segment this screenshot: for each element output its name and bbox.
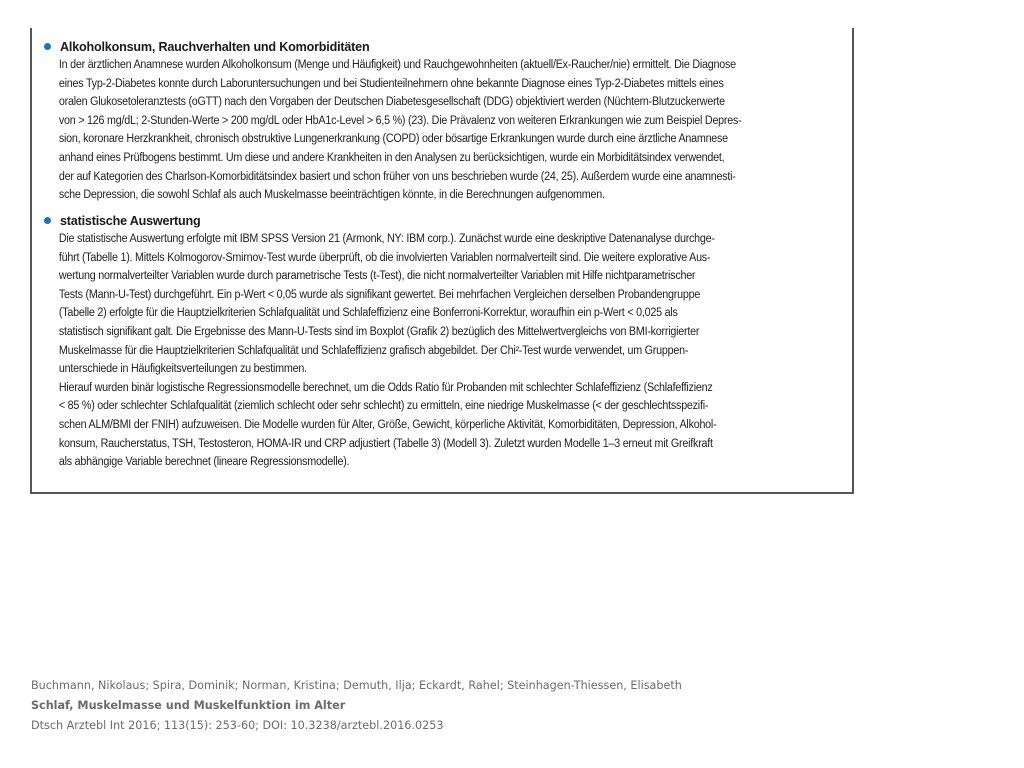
text-line: anhand eines Prüfbogens bestimmt. Um diese und andere Krankheiten in den Analysen zu berücksichtigen, wurde ein Morbiditätsindex verwendet,: [58, 151, 725, 164]
text-line: der auf Kategorien des Charlson-Komorbiditätsindex basiert und schon früher von uns beschrieben wurde (24, 25). Außerdem wurde eine anamnesti-: [58, 170, 736, 183]
section-heading: [44, 212, 844, 230]
text-line: Die statistische Auswertung erfolgte mit IBM SPSS Version 21 (Armonk, NY: IBM corp.). Zunächst wurde eine deskriptive Datenanalyse durchge-: [58, 233, 715, 245]
text-line: Muskelmasse für die Hauptzielkriterien Schlafqualität und Schlafeffizienz grafisch abgebildet. Der Chi²-Test wurde verwendet, um Gruppen-: [58, 344, 689, 357]
section-heading-text: statistische Auswertung: [60, 214, 201, 228]
text-line: Tests (Mann-U-Test) durchgeführt. Ein p-Wert < 0,05 wurde als signifikant gewertet. Bei mehrfachen Vergleichen derselben Probandengruppe: [58, 288, 701, 301]
section-heading-text: Alkoholkonsum, Rauchverhalten und Komorbiditäten: [60, 40, 370, 54]
citation-source: Dtsch Arztebl Int 2016; 113(15): 253-60; DOI: 10.3238/arztebl.2016.0253: [31, 719, 444, 732]
text-line: von > 126 mg/dL; 2-Stunden-Werte > 200 mg/dL oder HbA1c-Level > 6,5 %) (23). Die Prävalenz von weiteren Erkrankungen wie zum Beispiel Depres-: [58, 114, 742, 127]
text-line: wertung normalverteilter Variablen wurde durch parametrische Tests (t-Test), die nicht normalverteilter Variablen mit Hilfe nichtparametrischer: [58, 270, 696, 283]
text-line: als abhängige Variable berechnet (lineare Regressionsmodelle).: [58, 456, 350, 469]
bullet-icon: [44, 43, 51, 50]
text-line: < 85 %) oder schlechter Schlafqualität (ziemlich schlecht oder sehr schlecht) zu ermitteln, eine niedrige Muskelmasse (< der geschlechtsspezifi-: [58, 400, 709, 413]
text-line: Hierauf wurden binär logistische Regressionsmodelle berechnet, um die Odds Ratio für Probanden mit schlechter Schlafeffizienz (Schlafeffizienz: [58, 381, 713, 394]
citation-authors: Buchmann, Nikolaus; Spira, Dominik; Norman, Kristina; Demuth, Ilja; Eckardt, Rahel; Steinhagen-Thiessen, Elisabeth: [31, 679, 682, 692]
text-line: konsum, Raucherstatus, TSH, Testosteron, HOMA-IR und CRP adjustiert (Tabelle 3) (Modell 3). Zuletzt wurden Modelle 1–3 erneut mit Greifkraft: [58, 437, 713, 450]
section-statistical-analysis: [44, 212, 844, 472]
text-line: führt (Tabelle 1). Mittels Kolmogorov-Smirnov-Test wurde überprüft, ob die involvierten Variablen normalverteilt sind. Die weitere explorative Aus-: [58, 251, 711, 264]
section-alcohol-smoking-comorbidities: [44, 38, 844, 205]
section-heading: [44, 38, 844, 56]
article-text-box: [30, 28, 854, 494]
text-line: statistisch signifikant galt. Die Ergebnisse des Mann-U-Tests sind im Boxplot (Grafik 2) bezüglich des Mittelwertvergleichs von BMI-korrigierter: [58, 325, 700, 338]
text-line: In der ärztlichen Anamnese wurden Alkoholkonsum (Menge und Häufigkeit) und Rauchgewohnheiten (aktuell/Ex-Raucher/nie) ermittelt. Die Diagnose: [58, 59, 736, 71]
citation-title: Schlaf, Muskelmasse und Muskelfunktion im Alter: [31, 699, 346, 712]
section-body: [44, 230, 845, 472]
text-line: unterschiede in Häufigkeitsverteilungen zu bestimmen.: [58, 363, 307, 376]
bullet-icon: [44, 217, 51, 224]
citation-block: [31, 676, 711, 736]
text-line: sion, koronare Herzkrankheit, chronisch obstruktive Lungenerkrankung (COPD) oder bösartige Erkrankungen wurde durch eine ärztliche Anamnese: [58, 133, 728, 146]
text-line: schen ALM/BMI der FNIH) aufzuweisen. Die Modelle wurden für Alter, Größe, Gewicht, körperliche Aktivität, Komorbiditäten, Depression, Alkohol-: [58, 418, 717, 431]
text-line: (Tabelle 2) erfolgte für die Hauptzielkriterien Schlafqualität und Schlafeffizienz eine Bonferroni-Korrektur, woraufhin ein p-Wert < 0,025 als: [58, 307, 678, 320]
text-line: eines Typ-2-Diabetes konnte durch Laboruntersuchungen und bei Studienteilnehmern ohne bekannte Diagnose eines Typ-2-Diabetes mittels eines: [58, 77, 724, 90]
section-body: [44, 56, 845, 205]
text-line: sche Depression, die sowohl Schlaf als auch Muskelmasse beeinträchtigen könnte, in die Berechnungen aufgenommen.: [58, 189, 605, 202]
text-line: oralen Glukosetoleranztests (oGTT) nach den Vorgaben der Deutschen Diabetesgesellschaft (DDG) objektiviert werden (Nüchtern-Blutzuckerwerte: [58, 96, 725, 109]
